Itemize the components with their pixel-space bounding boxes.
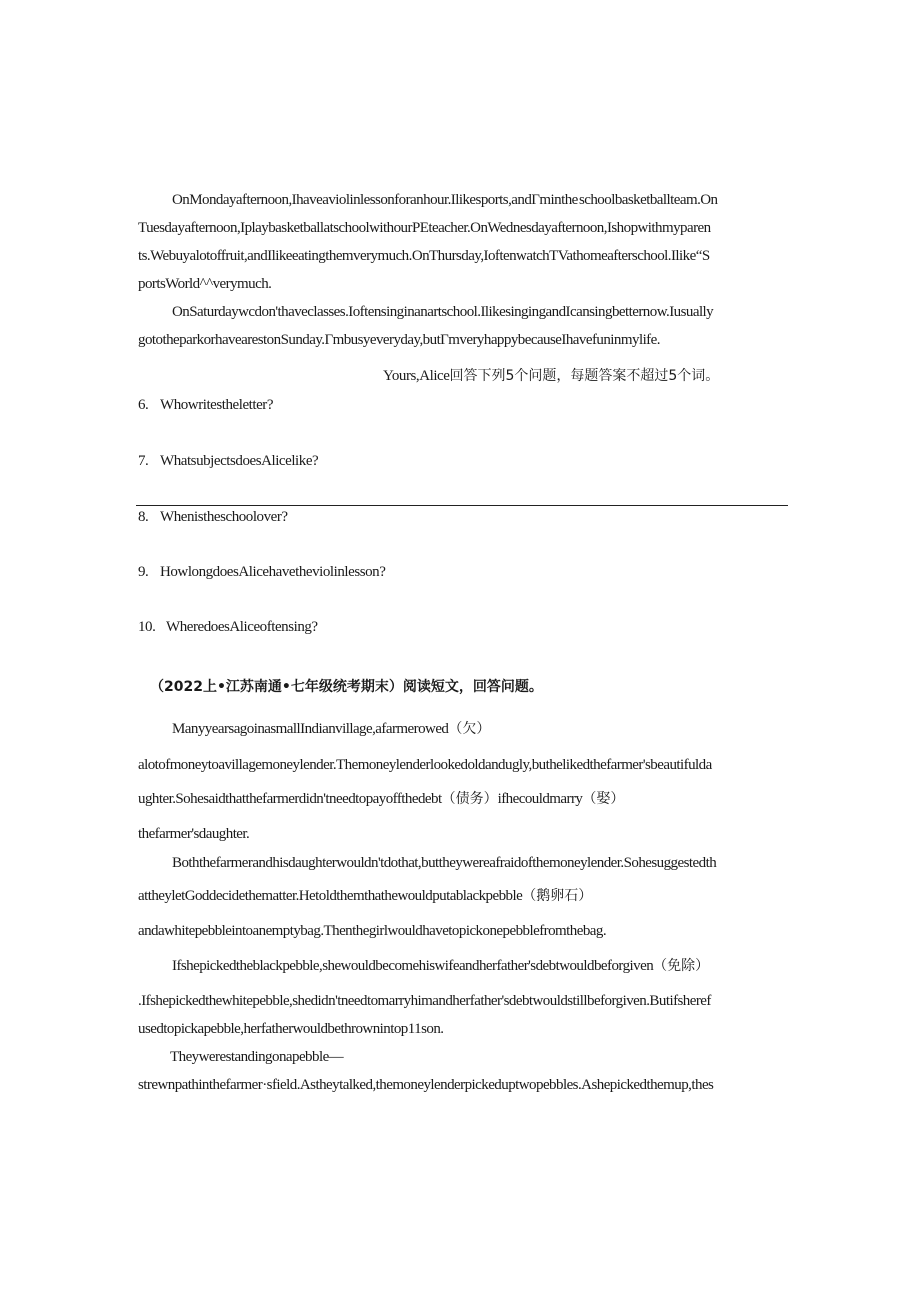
question-7 (138, 451, 318, 471)
story-text: ManyyearsagoinasmallIndianvillage,afarmerowed (172, 721, 449, 737)
story-line-11: Theywerestandingonapebble— (170, 1049, 344, 1065)
letter-line-5: OnSaturdaywcdon'thaveclasses.Ioftensinginanartschool.IlikesingingandIcansingbetternow.Iusually (172, 304, 714, 320)
story-line-6 (138, 886, 788, 906)
letter-line-2: Tuesdayafternoon,IplaybasketballatschoolwithourPEteacher.OnWednesdayafternoon,Ishopwithmyparen (138, 220, 711, 236)
letter-line-1: OnMondayafternoon,Ihaveaviolinlessonforanhour.Ilikesports,andΓminthe schoolbasketballteam.On (172, 192, 718, 208)
question-number: 7. (138, 453, 149, 469)
question-10 (138, 617, 318, 637)
question-number: 9. (138, 564, 149, 580)
section-title: （2022上•江苏南通•七年级统考期末）阅读短文，回答问题。 (150, 679, 543, 695)
story-line-7: andawhitepebbleintoanemptybag.Thenthegirlwouldhavetopickonepebblefromthebag. (138, 923, 607, 939)
story-line-5: Boththefarmerandhisdaughterwouldn'tdothat,buttheywereafraidofthemoneylender.Sohesuggestedth (172, 855, 717, 871)
question-text: WheredoesAliceoftensing? (166, 619, 318, 635)
letter-closing (383, 366, 719, 386)
question-8 (138, 507, 288, 527)
story-text: ughter.Sohesaidthatthefarmerdidn'tneedtopayoffthedebt (138, 791, 442, 807)
answer-rule (136, 505, 788, 506)
letter-line-4: portsWorld^^verymuch. (138, 276, 272, 292)
closing-signature: Yours,Alice (383, 368, 450, 384)
story-line-12: strewnpathinthefarmer·sfield.Astheytalked,themoneylenderpickeduptwopebbles.Ashepickedthemup,thes (138, 1077, 714, 1093)
story-line-1 (172, 719, 788, 739)
question-6 (138, 395, 273, 415)
question-instruction: 回答下列5个问题，每题答案不超过5个词。 (449, 368, 720, 384)
letter-line-3: ts.Webuyalotoffruit,andIlikeeatingthemverymuch.OnThursday,IoftenwatchTVathomeafterschool.Ilike“S (138, 248, 710, 264)
story-line-8 (172, 956, 788, 976)
story-line-2: alotofmoneytoavillagemoneylender.Themoneylenderlookedoldandugly,buthelikedthefarmer'sbeautifulda (138, 757, 712, 773)
gloss: （鹅卵石） (522, 888, 593, 904)
gloss: （债务） (441, 791, 498, 807)
letter-line-6: gototheparkorhavearestonSunday.Γmbusyeveryday,butΓmveryhappybecauseIhavefuninmylife. (138, 332, 660, 348)
story-line-10: usedtopickapebble,herfatherwouldbethrownintop11son. (138, 1021, 444, 1037)
question-text: Whowritestheletter? (160, 397, 274, 413)
question-number: 6. (138, 397, 149, 413)
question-text: WhatsubjectsdoesAlicelike? (160, 453, 319, 469)
gloss: （免除） (653, 958, 710, 974)
gloss: （欠） (448, 721, 491, 737)
story-text: attheyletGoddecidethematter.Hetoldthemthathewouldputablackpebble (138, 888, 523, 904)
story-line-4: thefarmer'sdaughter. (138, 826, 250, 842)
question-9 (138, 562, 385, 582)
question-number: 10. (138, 619, 156, 635)
story-text: Ifshepickedtheblackpebble,shewouldbecomehiswifeandherfather'sdebtwouldbeforgiven (172, 958, 654, 974)
question-text: Whenistheschoolover? (160, 509, 288, 525)
question-text: HowlongdoesAlicehavetheviolinlesson? (160, 564, 386, 580)
story-line-3 (138, 789, 788, 809)
question-number: 8. (138, 509, 149, 525)
story-line-9: .Ifshepickedthewhitepebble,shedidn'tneedtomarryhimandherfather'sdebtwouldstillbeforgiven.Butifsheref (138, 993, 711, 1009)
gloss: （娶） (582, 791, 625, 807)
story-text: ifhecouldmarry (497, 791, 583, 807)
